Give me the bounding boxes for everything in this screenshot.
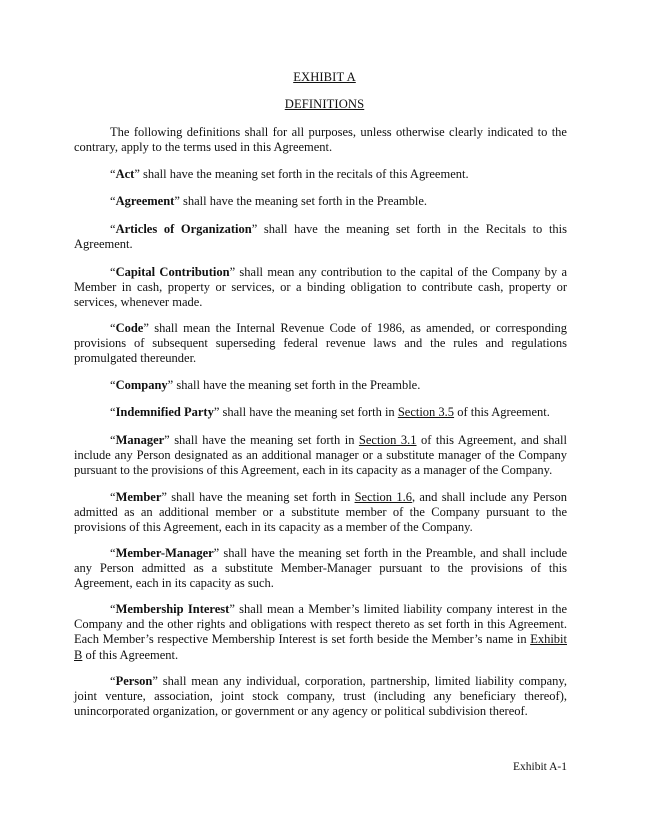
definition-term: Articles of Organization [115, 222, 252, 236]
section-title: DEFINITIONS [284, 97, 365, 111]
definition-term: Member [115, 490, 162, 504]
definition-capital-contribution: “Capital Contribution” shall mean any contribution to the capital of the Company by a Member in cash, property or services, or a binding obligation to contribute cash, property or services, whenever made. [74, 265, 567, 310]
definition-term: Membership Interest [115, 602, 230, 616]
definition-company: “Company” shall have the meaning set forth in the Preamble. [110, 378, 421, 392]
definition-act: “Act” shall have the meaning set forth in the recitals of this Agreement. [110, 167, 469, 181]
page-number: Exhibit A-1 [513, 761, 567, 773]
definition-code: “Code” shall mean the Internal Revenue Code of 1986, as amended, or corresponding provisions of subsequent superseding federal revenue laws and the rules and regulations promulgated thereunder. [74, 321, 567, 366]
definition-term: Code [115, 321, 144, 335]
exhibit-reference: Exhibit B [74, 632, 567, 662]
definition-membership-interest: “Membership Interest” shall mean a Member’s limited liability company interest in the Company and the other rights and obligations with respect thereto as set forth in this Agreement. Each Member’s respective Membership Interest is set forth beside the Member’s name in Exhibit B of this Agreement. [74, 602, 567, 662]
definition-agreement: “Agreement” shall have the meaning set forth in the Preamble. [110, 194, 428, 208]
definition-term: Capital Contribution [115, 265, 230, 279]
definition-term: Person [115, 674, 153, 688]
definition-indemnified-party: “Indemnified Party” shall have the meaning set forth in Section 3.5 of this Agreement. [110, 405, 550, 419]
definition-term: Member-Manager [115, 546, 214, 560]
section-reference: Section 3.5 [397, 405, 455, 419]
definition-member: “Member” shall have the meaning set forth in Section 1.6, and shall include any Person admitted as an additional member or a substitute member of the Company pursuant to the provisions of this Agreement, each in its capacity as a member of the Company. [74, 490, 567, 535]
definition-term: Company [115, 378, 168, 392]
definition-articles-of-organization: “Articles of Organization” shall have the meaning set forth in the Recitals to this Agreement. [74, 222, 568, 252]
definition-person: “Person” shall mean any individual, corporation, partnership, limited liability company, joint venture, association, joint stock company, trust (including any beneficiary thereof), unincorporated organization, or government or any agency or political subdivision thereof. [74, 674, 567, 719]
definition-term: Indemnified Party [115, 405, 214, 419]
definition-manager: “Manager” shall have the meaning set forth in Section 3.1 of this Agreement, and shall include any Person designated as an additional manager or a substitute manager of the Company pursuant to the provisions of this Agreement, each in its capacity as a manager of the Company. [74, 433, 567, 478]
intro-paragraph: The following definitions shall for all purposes, unless otherwise clearly indicated to the contrary, apply to the terms used in this Agreement. [74, 125, 567, 155]
definition-term: Act [115, 167, 135, 181]
definition-member-manager: “Member-Manager” shall have the meaning set forth in the Preamble, and shall include any Person admitted as a substitute Member-Manager pursuant to the provisions of this Agreement, each in its capacity as such. [74, 546, 567, 591]
exhibit-title: EXHIBIT A [293, 70, 356, 84]
definition-term: Manager [115, 433, 165, 447]
section-reference: Section 1.6 [354, 490, 412, 504]
section-reference: Section 3.1 [358, 433, 417, 447]
definition-term: Agreement [115, 194, 175, 208]
